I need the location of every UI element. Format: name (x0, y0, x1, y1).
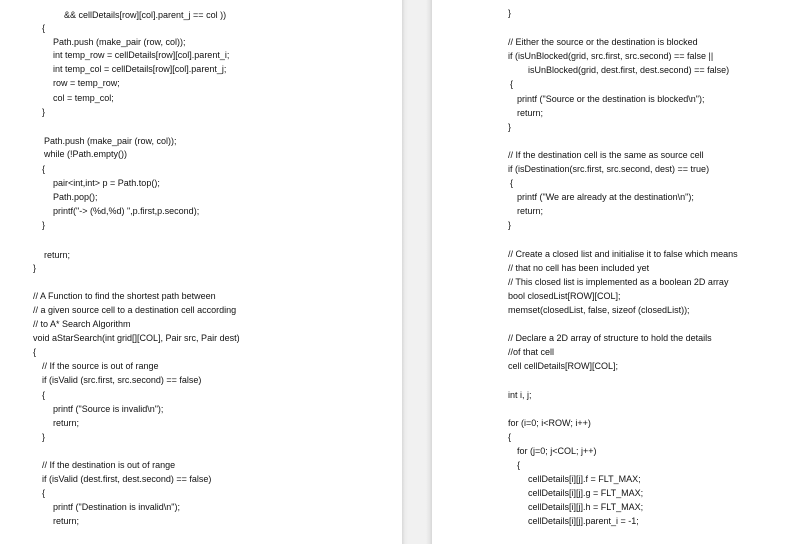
code-line: printf ("Source or the destination is blocked\n"); (517, 94, 705, 104)
code-line: int temp_col = cellDetails[row][col].parent_j; (53, 64, 227, 74)
code-line: return; (53, 516, 80, 526)
code-line: } (42, 432, 46, 442)
code-line: cellDetails[i][j].g = FLT_MAX; (528, 488, 644, 498)
code-line: int temp_row = cellDetails[row][col].parent_i; (53, 50, 230, 60)
code-line: // Declare a 2D array of structure to hold the details (508, 333, 712, 343)
code-line: } (508, 8, 512, 18)
code-line: // This closed list is implemented as a boolean 2D array (508, 277, 729, 287)
code-line: Path.pop(); (53, 192, 98, 202)
code-line: // that no cell has been included yet (508, 263, 650, 273)
code-line: return; (517, 206, 544, 216)
code-line: { (508, 432, 512, 442)
code-line: { (510, 79, 514, 89)
code-line: void aStarSearch(int grid[][COL], Pair src, Pair dest) (33, 333, 240, 343)
code-line: //of that cell (508, 347, 555, 357)
code-line: printf ("Source is invalid\n"); (53, 404, 164, 414)
code-line: // to A* Search Algorithm (33, 319, 131, 329)
code-line: // a given source cell to a destination cell according (33, 305, 237, 315)
document-page-right (432, 0, 812, 544)
code-line: row = temp_row; (53, 78, 120, 88)
code-line: // Either the source or the destination is blocked (508, 37, 698, 47)
code-line: for (i=0; i<ROW; i++) (508, 418, 591, 428)
code-line: cellDetails[i][j].f = FLT_MAX; (528, 474, 641, 484)
code-line: { (33, 347, 37, 357)
code-line: return; (44, 250, 71, 260)
code-line: while (!Path.empty()) (44, 149, 128, 159)
code-line: } (508, 220, 512, 230)
page-gutter (402, 0, 432, 544)
code-line: cell cellDetails[ROW][COL]; (508, 361, 619, 371)
code-line: printf ("Destination is invalid\n"); (53, 502, 180, 512)
code-line: if (isValid (src.first, src.second) == false) (42, 375, 202, 385)
code-line: return; (517, 108, 544, 118)
code-line: } (42, 220, 46, 230)
code-line: // If the source is out of range (42, 361, 159, 371)
code-line: if (isUnBlocked(grid, src.first, src.second) == false || (508, 51, 714, 61)
code-line: printf ("We are already at the destination\n"); (517, 192, 694, 202)
code-line: if (isDestination(src.first, src.second, dest) == true) (508, 164, 710, 174)
code-line: { (510, 178, 514, 188)
code-line: } (33, 263, 37, 273)
code-line: pair<int,int> p = Path.top(); (53, 178, 160, 188)
code-line: // A Function to find the shortest path between (33, 291, 216, 301)
code-line: Path.push (make_pair (row, col)); (53, 37, 186, 47)
code-line: { (517, 460, 521, 470)
code-line: if (isValid (dest.first, dest.second) == false) (42, 474, 212, 484)
code-line: cellDetails[i][j].h = FLT_MAX; (528, 502, 644, 512)
code-line: Path.push (make_pair (row, col)); (44, 136, 177, 146)
code-line: cellDetails[i][j].parent_i = -1; (528, 516, 639, 526)
code-line: { (42, 164, 46, 174)
code-line: && cellDetails[row][col].parent_j == col )) (64, 10, 227, 20)
code-line: return; (53, 418, 80, 428)
code-line: printf("-> (%d,%d) ",p.first,p.second); (53, 206, 200, 216)
code-line: for (j=0; j<COL; j++) (517, 446, 597, 456)
document-page-left (0, 0, 402, 544)
code-line: // Create a closed list and initialise it to false which means (508, 249, 738, 259)
code-line: isUnBlocked(grid, dest.first, dest.second) == false) (528, 65, 730, 75)
code-line: col = temp_col; (53, 93, 114, 103)
code-line: { (42, 23, 46, 33)
code-line: { (42, 390, 46, 400)
code-line: memset(closedList, false, sizeof (closedList)); (508, 305, 690, 315)
code-line: bool closedList[ROW][COL]; (508, 291, 621, 301)
code-line: } (42, 107, 46, 117)
code-line: // If the destination cell is the same as source cell (508, 150, 704, 160)
code-line: // If the destination is out of range (42, 460, 176, 470)
code-line: } (508, 122, 512, 132)
code-line: { (42, 488, 46, 498)
code-line: int i, j; (508, 390, 532, 400)
